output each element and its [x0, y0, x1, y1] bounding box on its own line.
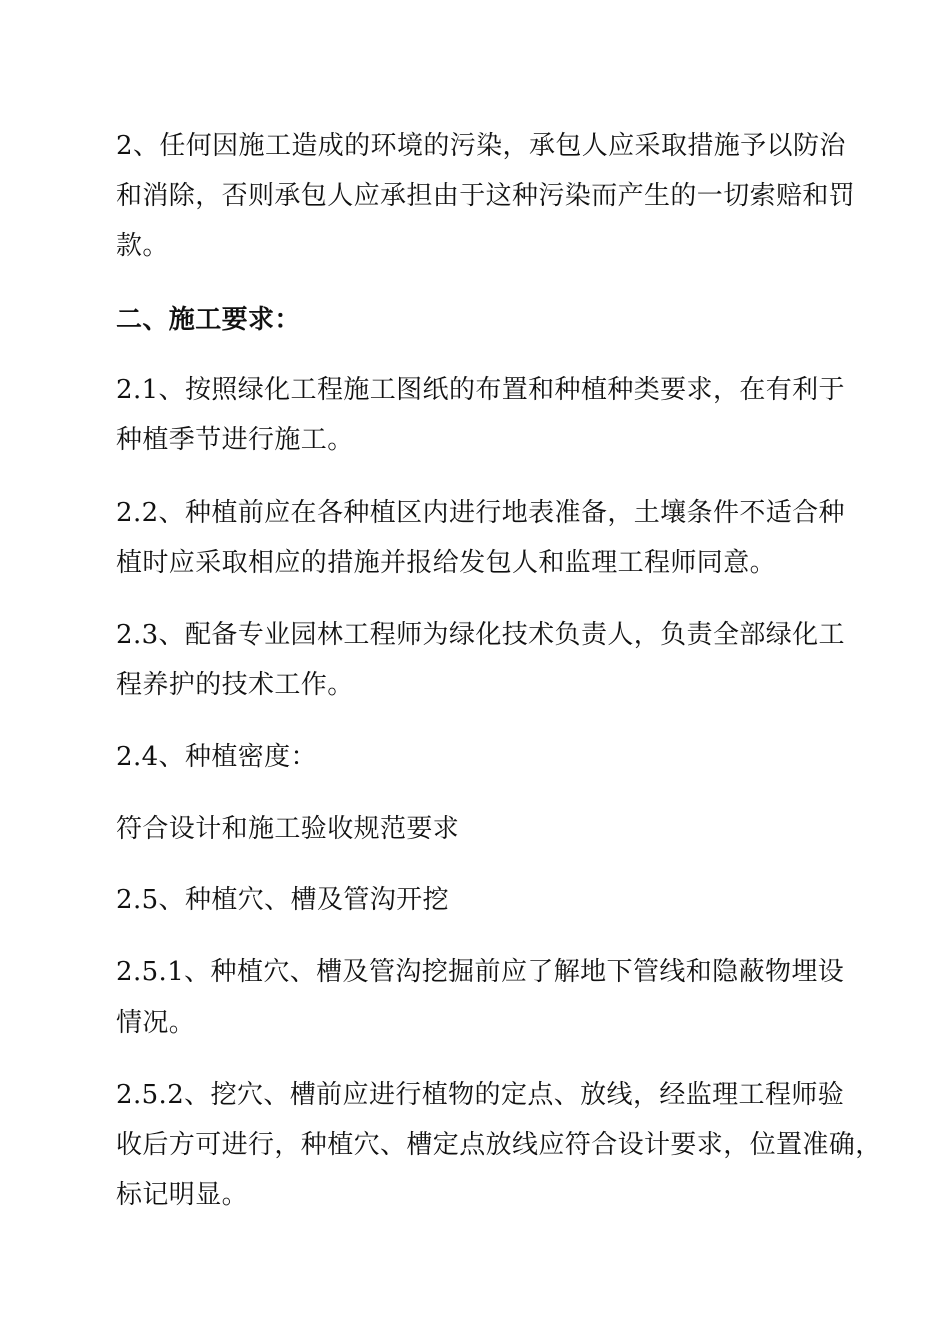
paragraph-2-1-line-1: 2.1、按照绿化工程施工图纸的布置和种植种类要求，在有利于	[116, 375, 845, 405]
paragraph-2-3-line-2: 程养护的技术工作。	[116, 670, 354, 700]
paragraph-2-line-3: 款。	[116, 231, 169, 261]
paragraph-2-5-2-line-2: 收后方可进行，种植穴、槽定点放线应符合设计要求，位置准确，	[116, 1130, 882, 1160]
paragraph-2-line-2: 和消除，否则承包人应承担由于这种污染而产生的一切索赔和罚	[116, 181, 856, 211]
paragraph-2-5-1-line-1: 2.5.1、种植穴、槽及管沟挖掘前应了解地下管线和隐蔽物埋设	[116, 957, 845, 987]
paragraph-2-3-line-1: 2.3、配备专业园林工程师为绿化技术负责人，负责全部绿化工	[116, 620, 845, 650]
paragraph-2-2-line-1: 2.2、种植前应在各种植区内进行地表准备，土壤条件不适合种	[116, 498, 845, 528]
paragraph-density-requirement: 符合设计和施工验收规范要求	[116, 814, 460, 844]
paragraph-2-5: 2.5、种植穴、槽及管沟开挖	[116, 885, 449, 915]
section-heading-construction-requirements: 二、施工要求：	[116, 305, 301, 335]
paragraph-2-5-2-line-1: 2.5.2、挖穴、槽前应进行植物的定点、放线，经监理工程师验	[116, 1080, 845, 1110]
paragraph-2-5-2-line-3: 标记明显。	[116, 1180, 249, 1210]
paragraph-2-2-line-2: 植时应采取相应的措施并报给发包人和监理工程师同意。	[116, 548, 777, 578]
paragraph-2-5-1-line-2: 情况。	[116, 1008, 196, 1038]
paragraph-2-1-line-2: 种植季节进行施工。	[116, 425, 354, 455]
paragraph-2-line-1: 2、任何因施工造成的环境的污染，承包人应采取措施予以防治	[116, 131, 846, 161]
paragraph-2-4: 2.4、种植密度：	[116, 742, 317, 772]
